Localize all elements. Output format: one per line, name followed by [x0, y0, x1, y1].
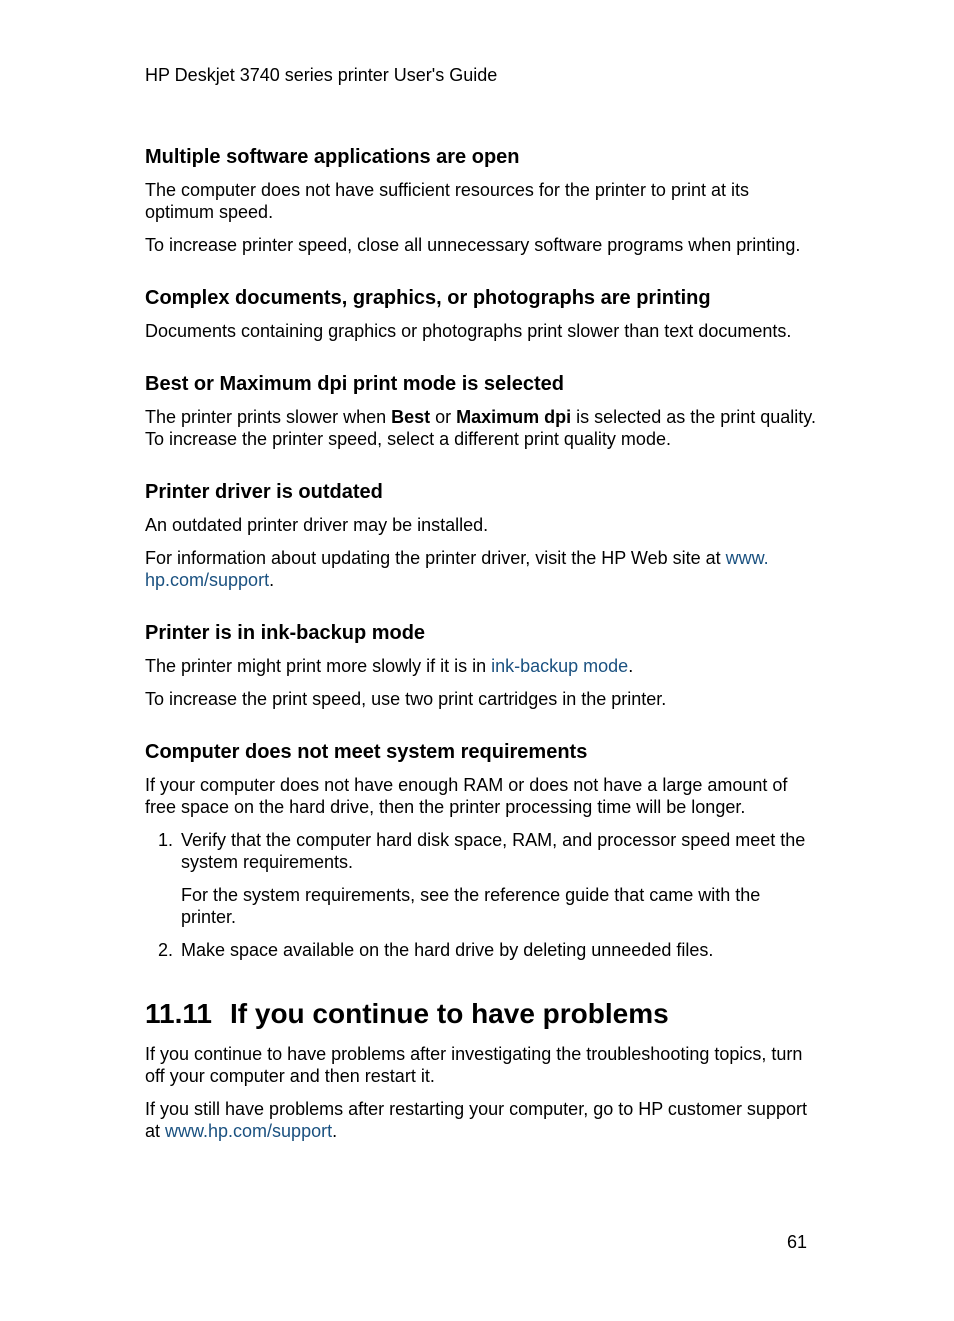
paragraph-system-requirements-1: If your computer does not have enough RAM or does not have a large amount of free space on the hard drive, then the printer processing time will be longer. — [145, 775, 788, 817]
list-item-1-subtext: For the system requirements, see the reference guide that came with the printer. — [181, 885, 761, 927]
paragraph-multiple-apps-1: The computer does not have sufficient resources for the printer to print at its optimum speed. — [145, 180, 749, 222]
link-text-line2[interactable]: hp.com/support — [145, 570, 270, 590]
section-heading-complex-docs: Complex documents, graphics, or photographs are printing — [145, 287, 711, 309]
chapter-heading — [145, 997, 820, 1031]
link-text-line1[interactable]: www. — [725, 548, 769, 568]
paragraph-driver-outdated-1: An outdated printer driver may be installed. — [145, 515, 489, 535]
text-run: is selected as the print quality. To increase the printer speed, select a different print quality mode. — [145, 407, 816, 449]
paragraph-best-dpi-1 — [145, 406, 820, 450]
running-header: HP Deskjet 3740 series printer User's Guide — [145, 65, 498, 85]
page-number: 61 — [787, 1232, 808, 1252]
text-run: or — [430, 407, 457, 427]
link-hp-support-url-2[interactable]: www.hp.com/support — [165, 1121, 333, 1141]
text-run: If you still have problems after restarting your computer, go to HP customer support at — [145, 1099, 807, 1141]
section-heading-ink-backup: Printer is in ink-backup mode — [145, 622, 426, 644]
section-heading-system-requirements: Computer does not meet system requirements — [145, 741, 588, 763]
text-run: . — [628, 656, 634, 676]
chapter-number: 11.11 — [145, 998, 212, 1029]
link-ink-backup-mode[interactable]: ink-backup mode — [491, 656, 629, 676]
list-item-1-text: Verify that the computer hard disk space, RAM, and processor speed meet the system requirements. — [181, 830, 806, 872]
text-run: The printer prints slower when — [145, 407, 392, 427]
paragraph-driver-outdated-2 — [145, 547, 820, 591]
ordered-list — [145, 829, 820, 961]
paragraph-continue-problems-1: If you continue to have problems after investigating the troubleshooting topics, turn off your computer and then restart it. — [145, 1044, 803, 1086]
chapter-title: If you continue to have problems — [229, 998, 669, 1029]
section-heading-driver-outdated: Printer driver is outdated — [145, 481, 383, 503]
list-item-1 — [145, 829, 820, 873]
list-item-2-text: Make space available on the hard drive by deleting unneeded files. — [181, 940, 714, 960]
page-content — [145, 0, 820, 1142]
text-run: . — [332, 1121, 338, 1141]
paragraph-continue-problems-2 — [145, 1098, 820, 1142]
list-number-1: 1. — [158, 830, 174, 850]
paragraph-ink-backup-1 — [145, 655, 820, 677]
paragraph-multiple-apps-2: To increase printer speed, close all unnecessary software programs when printing. — [145, 235, 801, 255]
bold-text-best: Best — [391, 407, 431, 427]
text-run: The printer might print more slowly if it is in — [145, 656, 492, 676]
list-item-2 — [145, 939, 820, 961]
bold-text-maximum-dpi: Maximum dpi — [456, 407, 572, 427]
list-number-2: 2. — [158, 940, 174, 960]
paragraph-complex-docs-1: Documents containing graphics or photographs print slower than text documents. — [145, 321, 792, 341]
text-run: . — [269, 570, 275, 590]
section-heading-best-dpi: Best or Maximum dpi print mode is selected — [145, 373, 564, 395]
text-run: For information about updating the printer driver, visit the HP Web site at — [145, 548, 726, 568]
section-heading-multiple-apps: Multiple software applications are open — [145, 146, 520, 168]
paragraph-ink-backup-2: To increase the print speed, use two print cartridges in the printer. — [145, 689, 667, 709]
